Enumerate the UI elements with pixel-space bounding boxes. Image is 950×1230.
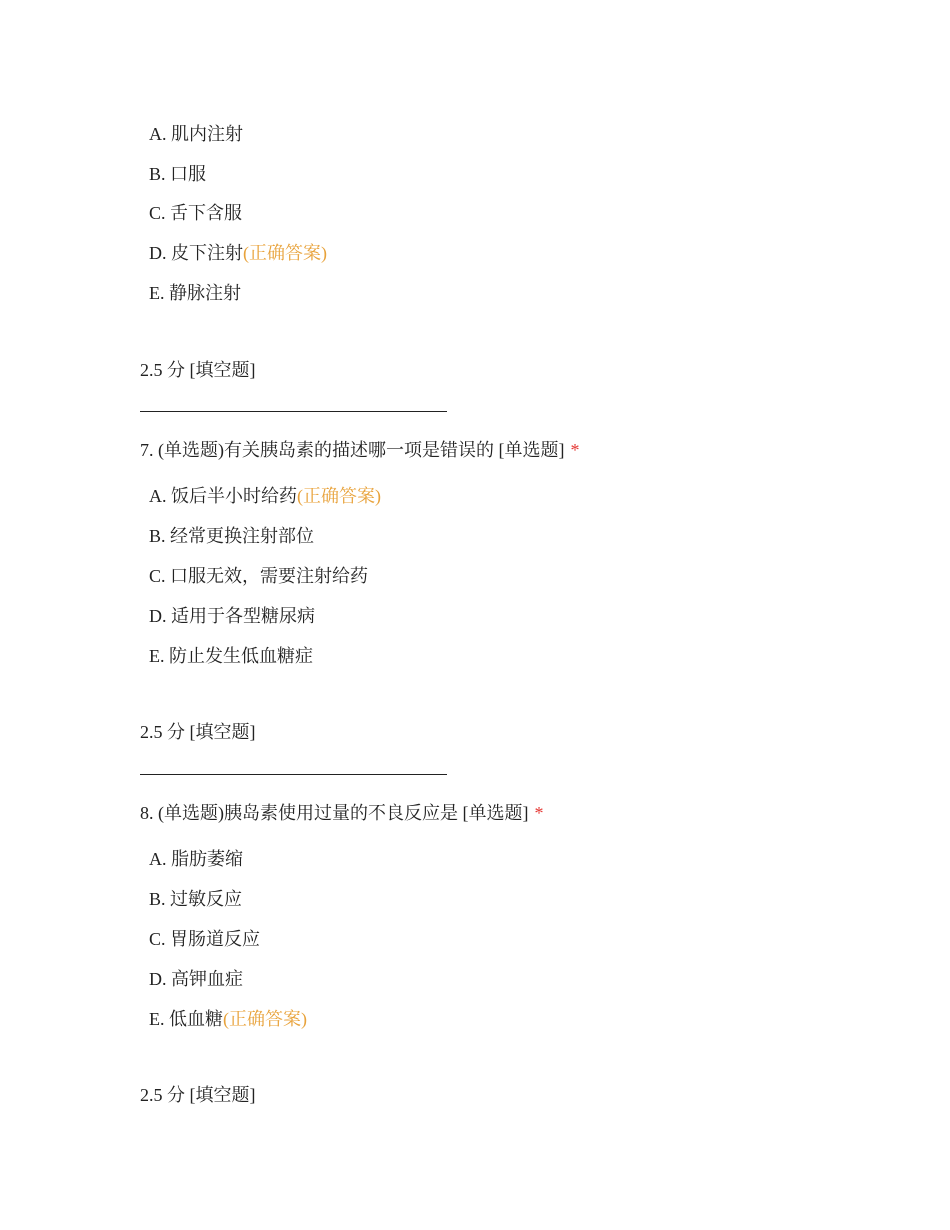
option-label: B. 经常更换注射部位 (149, 526, 315, 546)
required-mark: * (534, 803, 544, 823)
correct-answer-tag: (正确答案) (243, 243, 327, 263)
question-text: 8. (单选题)胰岛素使用过量的不良反应是 [单选题] (140, 803, 529, 823)
option-label: D. 适用于各型糖尿病 (149, 606, 315, 626)
q8-score-label: 2.5 分 [填空题] (140, 1085, 256, 1105)
correct-answer-tag: (正确答案) (297, 486, 381, 506)
option-label: D. 皮下注射 (149, 243, 243, 263)
q6-option-e[interactable] (149, 281, 241, 305)
option-label: E. 低血糖 (149, 1009, 223, 1029)
option-label: E. 静脉注射 (149, 283, 241, 303)
question-text: 7. (单选题)有关胰岛素的描述哪一项是错误的 [单选题] (140, 440, 565, 460)
q6-fill-blank-line[interactable] (140, 411, 447, 412)
option-label: B. 口服 (149, 164, 207, 184)
q7-fill-blank-line[interactable] (140, 774, 447, 775)
option-label: C. 胃肠道反应 (149, 929, 261, 949)
option-label: A. 脂肪萎缩 (149, 849, 243, 869)
q8-option-b[interactable] (149, 887, 242, 911)
q7-option-b[interactable] (149, 524, 314, 548)
option-label: A. 饭后半小时给药 (149, 486, 297, 506)
q8-option-a[interactable] (149, 847, 243, 871)
option-label: E. 防止发生低血糖症 (149, 646, 313, 666)
q8-option-e[interactable] (149, 1007, 307, 1031)
option-label: C. 口服无效，需要注射给药 (149, 566, 369, 586)
option-label: C. 舌下含服 (149, 203, 243, 223)
q6-option-b[interactable] (149, 162, 206, 186)
q8-title (140, 801, 543, 825)
q6-option-a[interactable] (149, 122, 243, 146)
q8-option-c[interactable] (149, 927, 260, 951)
option-label: B. 过敏反应 (149, 889, 243, 909)
q7-option-c[interactable] (149, 564, 368, 588)
q6-option-d[interactable] (149, 241, 327, 265)
q6-score-label: 2.5 分 [填空题] (140, 360, 256, 380)
q8-option-d[interactable] (149, 967, 243, 991)
q7-score-label: 2.5 分 [填空题] (140, 722, 256, 742)
q7-title (140, 438, 579, 462)
option-label: A. 肌内注射 (149, 124, 243, 144)
correct-answer-tag: (正确答案) (223, 1009, 307, 1029)
q6-option-c[interactable] (149, 201, 242, 225)
q7-option-e[interactable] (149, 644, 313, 668)
q7-option-a[interactable] (149, 484, 381, 508)
required-mark: * (570, 440, 580, 460)
option-label: D. 高钾血症 (149, 969, 243, 989)
q7-option-d[interactable] (149, 604, 315, 628)
